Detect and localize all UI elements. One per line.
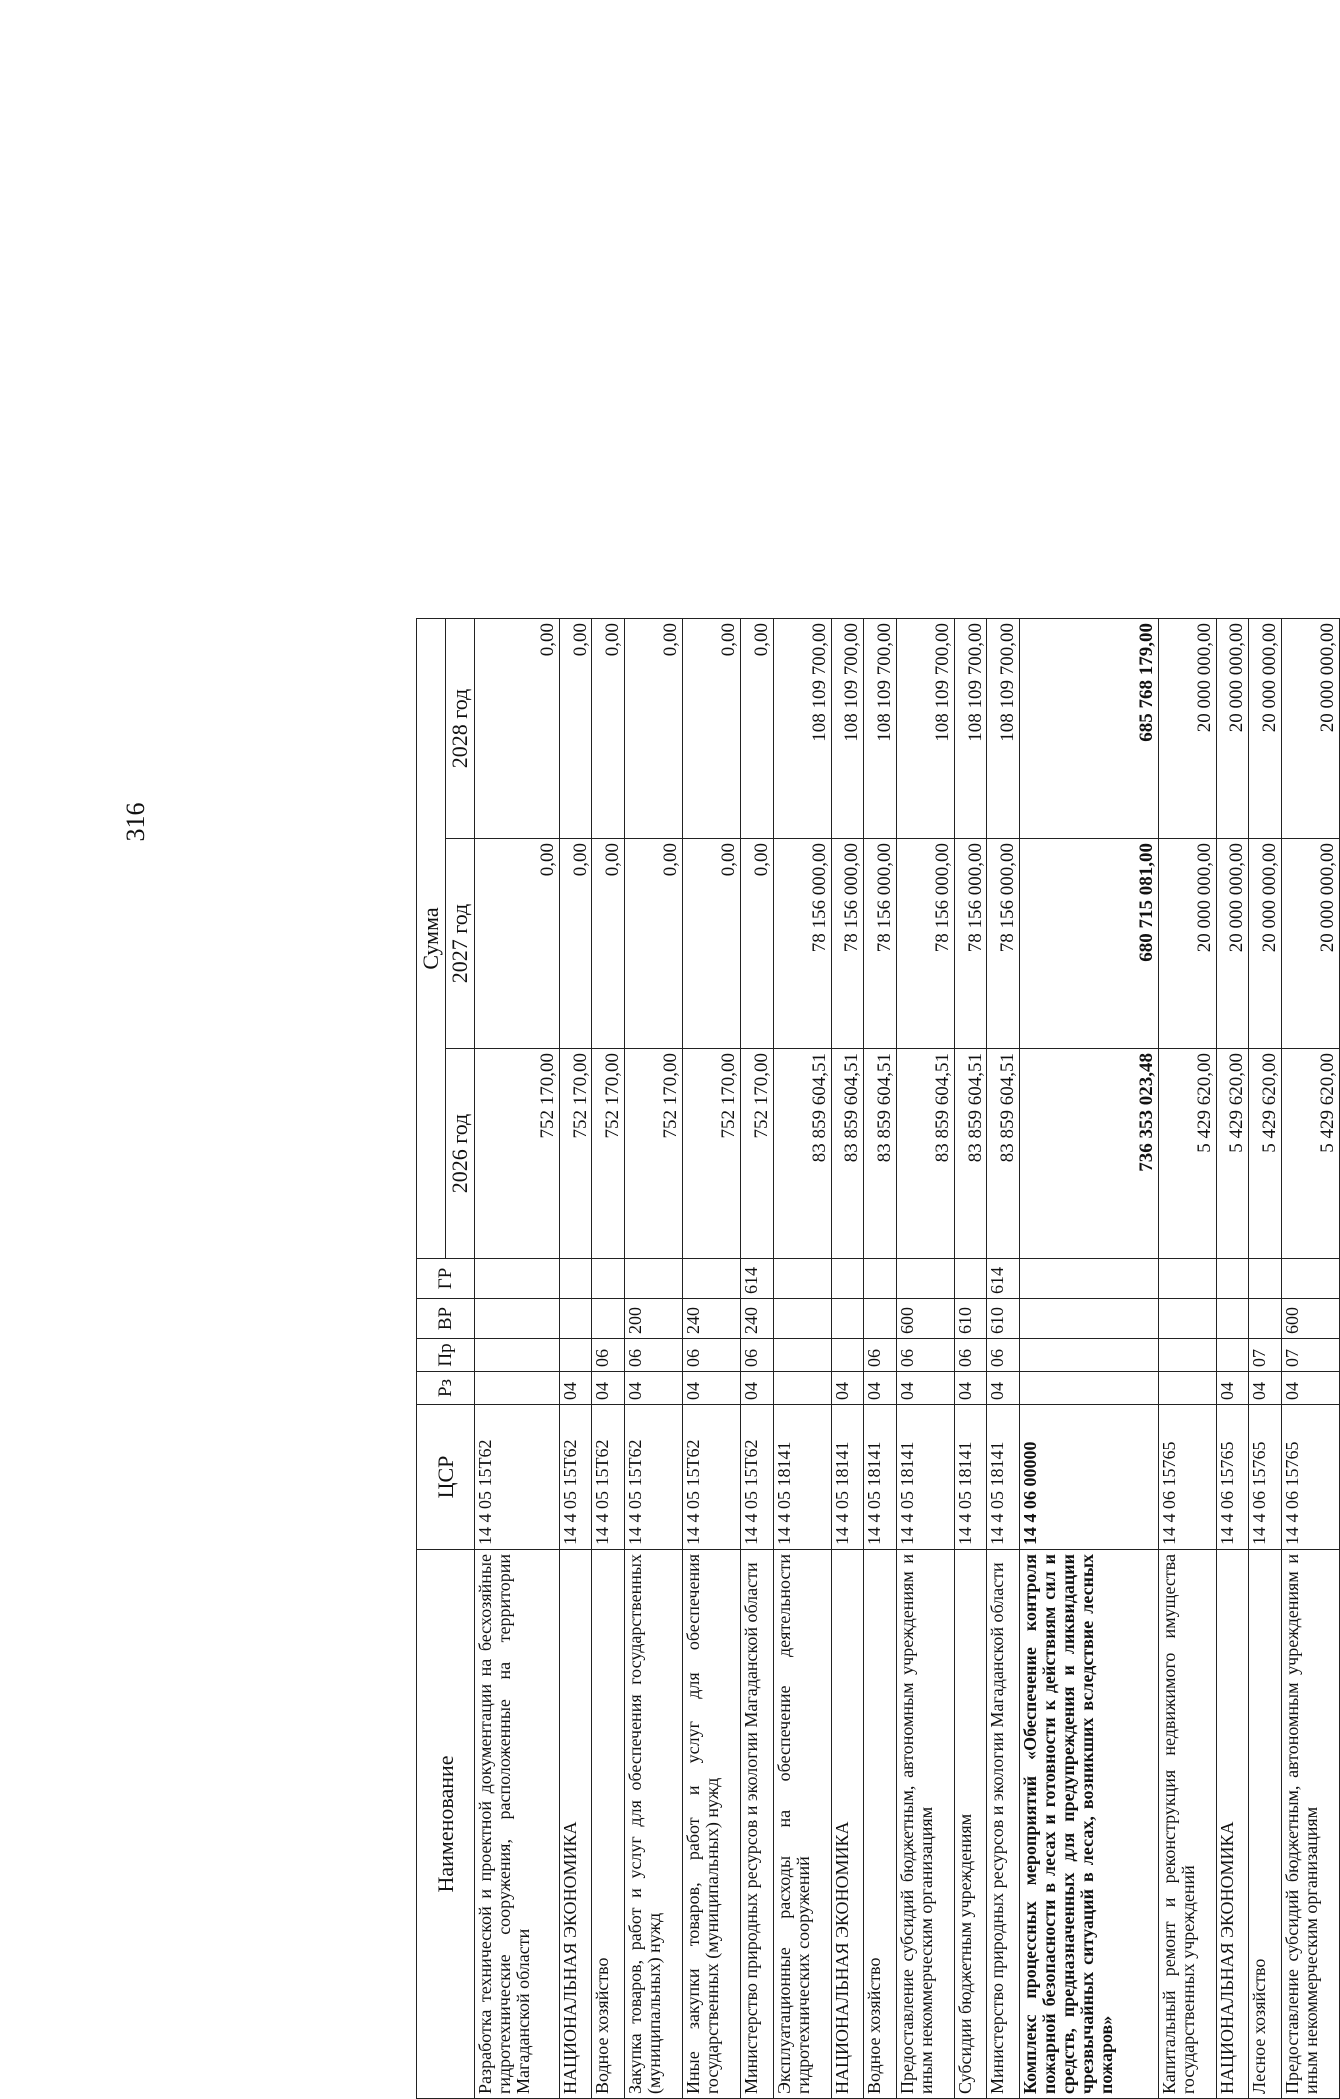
cell-gr bbox=[1158, 1259, 1216, 1299]
table-header-row bbox=[417, 619, 446, 2099]
cell-amount-2027: 78 156 000,00 bbox=[773, 839, 831, 1049]
table-row bbox=[1281, 619, 1339, 2099]
cell-vr bbox=[1158, 1299, 1216, 1339]
cell-name: Водное хозяйство bbox=[592, 1550, 625, 2099]
cell-gr bbox=[1249, 1259, 1282, 1299]
cell-amount-2028: 108 109 700,00 bbox=[987, 619, 1020, 839]
table-row bbox=[1158, 619, 1216, 2099]
cell-csr: 14 4 06 00000 bbox=[1020, 1405, 1159, 1550]
cell-amount-2026: 752 170,00 bbox=[625, 1049, 683, 1259]
cell-vr: 240 bbox=[741, 1299, 774, 1339]
cell-amount-2026: 5 429 620,00 bbox=[1281, 1049, 1339, 1259]
cell-pr: 07 bbox=[1249, 1339, 1282, 1372]
cell-csr: 14 4 05 15Т62 bbox=[625, 1405, 683, 1550]
cell-pr bbox=[1216, 1339, 1249, 1372]
cell-pr: 06 bbox=[741, 1339, 774, 1372]
cell-vr: 200 bbox=[625, 1299, 683, 1339]
header-2027: 2027 год bbox=[446, 839, 475, 1049]
cell-amount-2028: 108 109 700,00 bbox=[864, 619, 897, 839]
budget-table-container bbox=[416, 619, 1340, 2099]
cell-amount-2026: 752 170,00 bbox=[592, 1049, 625, 1259]
cell-csr: 14 4 06 15765 bbox=[1281, 1405, 1339, 1550]
cell-amount-2026: 83 859 604,51 bbox=[954, 1049, 987, 1259]
cell-gr bbox=[683, 1259, 741, 1299]
cell-name: Министерство природных ресурсов и экологии Магаданской области bbox=[987, 1550, 1020, 2099]
cell-name: Предоставление субсидий бюджетным, автономным учреждениям и иным некоммерческим организациям bbox=[1281, 1550, 1339, 2099]
header-gr: ГР bbox=[417, 1259, 475, 1299]
cell-rz bbox=[773, 1372, 831, 1405]
cell-amount-2028: 0,00 bbox=[592, 619, 625, 839]
cell-amount-2026: 5 429 620,00 bbox=[1158, 1049, 1216, 1259]
table-row bbox=[864, 619, 897, 2099]
cell-pr: 06 bbox=[954, 1339, 987, 1372]
header-pr: Пр bbox=[417, 1339, 475, 1372]
cell-amount-2026: 752 170,00 bbox=[683, 1049, 741, 1259]
table-row bbox=[954, 619, 987, 2099]
cell-amount-2026: 752 170,00 bbox=[475, 1049, 560, 1259]
table-body bbox=[475, 619, 1340, 2099]
cell-csr: 14 4 05 18141 bbox=[954, 1405, 987, 1550]
cell-amount-2026: 736 353 023,48 bbox=[1020, 1049, 1159, 1259]
cell-amount-2027: 20 000 000,00 bbox=[1249, 839, 1282, 1049]
cell-name: НАЦИОНАЛЬНАЯ ЭКОНОМИКА bbox=[831, 1550, 864, 2099]
cell-csr: 14 4 05 15Т62 bbox=[741, 1405, 774, 1550]
cell-gr bbox=[954, 1259, 987, 1299]
cell-vr bbox=[592, 1299, 625, 1339]
cell-rz: 04 bbox=[1249, 1372, 1282, 1405]
cell-pr bbox=[475, 1339, 560, 1372]
cell-rz: 04 bbox=[864, 1372, 897, 1405]
cell-pr bbox=[1020, 1339, 1159, 1372]
header-sum: Сумма bbox=[417, 619, 446, 1259]
cell-rz: 04 bbox=[741, 1372, 774, 1405]
cell-amount-2027: 20 000 000,00 bbox=[1216, 839, 1249, 1049]
cell-amount-2027: 78 156 000,00 bbox=[987, 839, 1020, 1049]
cell-gr bbox=[475, 1259, 560, 1299]
cell-pr: 06 bbox=[683, 1339, 741, 1372]
cell-pr bbox=[559, 1339, 592, 1372]
cell-name: Предоставление субсидий бюджетным, автономным учреждениям и иным некоммерческим организациям bbox=[896, 1550, 954, 2099]
cell-vr: 610 bbox=[954, 1299, 987, 1339]
cell-gr bbox=[1020, 1259, 1159, 1299]
cell-name: Субсидии бюджетным учреждениям bbox=[954, 1550, 987, 2099]
cell-vr bbox=[1020, 1299, 1159, 1339]
cell-rz bbox=[1020, 1372, 1159, 1405]
cell-gr bbox=[831, 1259, 864, 1299]
cell-amount-2028: 0,00 bbox=[625, 619, 683, 839]
cell-gr: 614 bbox=[741, 1259, 774, 1299]
cell-amount-2027: 0,00 bbox=[625, 839, 683, 1049]
cell-amount-2026: 752 170,00 bbox=[741, 1049, 774, 1259]
table-row bbox=[1249, 619, 1282, 2099]
cell-rz: 04 bbox=[954, 1372, 987, 1405]
table-row bbox=[773, 619, 831, 2099]
cell-amount-2028: 20 000 000,00 bbox=[1281, 619, 1339, 839]
cell-gr bbox=[864, 1259, 897, 1299]
cell-vr: 240 bbox=[683, 1299, 741, 1339]
cell-csr: 14 4 05 15Т62 bbox=[475, 1405, 560, 1550]
cell-gr bbox=[625, 1259, 683, 1299]
cell-vr bbox=[773, 1299, 831, 1339]
cell-amount-2027: 20 000 000,00 bbox=[1281, 839, 1339, 1049]
cell-gr bbox=[559, 1259, 592, 1299]
table-row bbox=[683, 619, 741, 2099]
cell-amount-2026: 83 859 604,51 bbox=[987, 1049, 1020, 1259]
cell-csr: 14 4 05 18141 bbox=[864, 1405, 897, 1550]
cell-vr bbox=[864, 1299, 897, 1339]
cell-amount-2026: 5 429 620,00 bbox=[1249, 1049, 1282, 1259]
cell-vr: 600 bbox=[1281, 1299, 1339, 1339]
cell-rz bbox=[475, 1372, 560, 1405]
cell-rz: 04 bbox=[592, 1372, 625, 1405]
cell-amount-2028: 685 768 179,00 bbox=[1020, 619, 1159, 839]
header-csr: ЦСР bbox=[417, 1405, 475, 1550]
cell-rz: 04 bbox=[683, 1372, 741, 1405]
cell-csr: 14 4 05 18141 bbox=[831, 1405, 864, 1550]
cell-gr bbox=[1216, 1259, 1249, 1299]
cell-csr: 14 4 05 15Т62 bbox=[683, 1405, 741, 1550]
cell-amount-2028: 0,00 bbox=[559, 619, 592, 839]
cell-name: Капитальный ремонт и реконструкция недвижимого имущества государственных учреждений bbox=[1158, 1550, 1216, 2099]
cell-amount-2028: 108 109 700,00 bbox=[896, 619, 954, 839]
cell-amount-2028: 20 000 000,00 bbox=[1158, 619, 1216, 839]
cell-amount-2027: 0,00 bbox=[741, 839, 774, 1049]
cell-name: Водное хозяйство bbox=[864, 1550, 897, 2099]
cell-amount-2027: 78 156 000,00 bbox=[864, 839, 897, 1049]
cell-amount-2028: 0,00 bbox=[475, 619, 560, 839]
cell-name: Иные закупки товаров, работ и услуг для обеспечения государственных (муниципальных) нужд bbox=[683, 1550, 741, 2099]
cell-rz: 04 bbox=[987, 1372, 1020, 1405]
cell-amount-2028: 20 000 000,00 bbox=[1216, 619, 1249, 839]
cell-gr: 614 bbox=[987, 1259, 1020, 1299]
cell-name: Лесное хозяйство bbox=[1249, 1550, 1282, 2099]
cell-gr bbox=[773, 1259, 831, 1299]
cell-amount-2028: 0,00 bbox=[683, 619, 741, 839]
header-2026: 2026 год bbox=[446, 1049, 475, 1259]
cell-pr: 06 bbox=[864, 1339, 897, 1372]
table-row bbox=[831, 619, 864, 2099]
header-name: Наименование bbox=[417, 1550, 475, 2099]
cell-amount-2028: 108 109 700,00 bbox=[954, 619, 987, 839]
cell-amount-2026: 83 859 604,51 bbox=[864, 1049, 897, 1259]
cell-name: НАЦИОНАЛЬНАЯ ЭКОНОМИКА bbox=[559, 1550, 592, 2099]
cell-rz: 04 bbox=[625, 1372, 683, 1405]
cell-amount-2026: 752 170,00 bbox=[559, 1049, 592, 1259]
cell-amount-2027: 0,00 bbox=[683, 839, 741, 1049]
cell-name: НАЦИОНАЛЬНАЯ ЭКОНОМИКА bbox=[1216, 1550, 1249, 2099]
cell-pr: 06 bbox=[896, 1339, 954, 1372]
cell-amount-2027: 680 715 081,00 bbox=[1020, 839, 1159, 1049]
cell-amount-2027: 20 000 000,00 bbox=[1158, 839, 1216, 1049]
cell-csr: 14 4 05 15Т62 bbox=[592, 1405, 625, 1550]
cell-name: Министерство природных ресурсов и экологии Магаданской области bbox=[741, 1550, 774, 2099]
header-rz: Рз bbox=[417, 1372, 475, 1405]
cell-rz: 04 bbox=[1216, 1372, 1249, 1405]
table-row bbox=[1216, 619, 1249, 2099]
cell-pr: 06 bbox=[987, 1339, 1020, 1372]
cell-csr: 14 4 05 18141 bbox=[773, 1405, 831, 1550]
page-number: 316 bbox=[121, 802, 150, 842]
cell-amount-2026: 83 859 604,51 bbox=[773, 1049, 831, 1259]
cell-csr: 14 4 06 15765 bbox=[1249, 1405, 1282, 1550]
table-row bbox=[896, 619, 954, 2099]
cell-rz: 04 bbox=[559, 1372, 592, 1405]
cell-pr bbox=[1158, 1339, 1216, 1372]
cell-gr bbox=[592, 1259, 625, 1299]
cell-amount-2028: 108 109 700,00 bbox=[773, 619, 831, 839]
cell-vr bbox=[1216, 1299, 1249, 1339]
cell-csr: 14 4 06 15765 bbox=[1158, 1405, 1216, 1550]
budget-table bbox=[416, 618, 1340, 2099]
cell-vr bbox=[475, 1299, 560, 1339]
cell-name: Эксплуатационные расходы на обеспечение деятельности гидротехнических сооружений bbox=[773, 1550, 831, 2099]
cell-amount-2027: 0,00 bbox=[475, 839, 560, 1049]
cell-vr bbox=[831, 1299, 864, 1339]
cell-csr: 14 4 05 18141 bbox=[987, 1405, 1020, 1550]
cell-name: Комплекс процессных мероприятий «Обеспечение контроля пожарной безопасности в лесах и готовности к действиям сил и средств, предназначенных для предупреждения и ликвидации чрезвычайных ситуаций в лесах, возникших вследствие лесных пожаров» bbox=[1020, 1550, 1159, 2099]
cell-gr bbox=[896, 1259, 954, 1299]
cell-amount-2028: 108 109 700,00 bbox=[831, 619, 864, 839]
cell-amount-2028: 20 000 000,00 bbox=[1249, 619, 1282, 839]
cell-csr: 14 4 05 15Т62 bbox=[559, 1405, 592, 1550]
cell-csr: 14 4 06 15765 bbox=[1216, 1405, 1249, 1550]
cell-rz bbox=[1158, 1372, 1216, 1405]
cell-pr bbox=[773, 1339, 831, 1372]
table-row bbox=[1020, 619, 1159, 2099]
cell-amount-2026: 83 859 604,51 bbox=[896, 1049, 954, 1259]
cell-name: Разработка технической и проектной документации на бесхозяйные гидротехнические сооружения, расположенные на территории Магаданской области bbox=[475, 1550, 560, 2099]
cell-vr: 600 bbox=[896, 1299, 954, 1339]
cell-rz: 04 bbox=[896, 1372, 954, 1405]
cell-amount-2027: 78 156 000,00 bbox=[831, 839, 864, 1049]
cell-gr bbox=[1281, 1259, 1339, 1299]
cell-vr bbox=[1249, 1299, 1282, 1339]
cell-amount-2026: 5 429 620,00 bbox=[1216, 1049, 1249, 1259]
cell-amount-2027: 0,00 bbox=[559, 839, 592, 1049]
cell-amount-2026: 83 859 604,51 bbox=[831, 1049, 864, 1259]
cell-pr: 07 bbox=[1281, 1339, 1339, 1372]
cell-rz: 04 bbox=[1281, 1372, 1339, 1405]
table-row bbox=[741, 619, 774, 2099]
cell-csr: 14 4 05 18141 bbox=[896, 1405, 954, 1550]
cell-rz: 04 bbox=[831, 1372, 864, 1405]
table-row bbox=[987, 619, 1020, 2099]
table-row bbox=[625, 619, 683, 2099]
cell-amount-2027: 78 156 000,00 bbox=[954, 839, 987, 1049]
cell-pr: 06 bbox=[592, 1339, 625, 1372]
table-row bbox=[592, 619, 625, 2099]
cell-vr bbox=[559, 1299, 592, 1339]
header-vr: ВР bbox=[417, 1299, 475, 1339]
cell-amount-2027: 0,00 bbox=[592, 839, 625, 1049]
table-row bbox=[475, 619, 560, 2099]
cell-name: Закупка товаров, работ и услуг для обеспечения государственных (муниципальных) нужд bbox=[625, 1550, 683, 2099]
cell-amount-2027: 78 156 000,00 bbox=[896, 839, 954, 1049]
cell-pr: 06 bbox=[625, 1339, 683, 1372]
cell-amount-2028: 0,00 bbox=[741, 619, 774, 839]
header-2028: 2028 год bbox=[446, 619, 475, 839]
cell-vr: 610 bbox=[987, 1299, 1020, 1339]
cell-pr bbox=[831, 1339, 864, 1372]
table-row bbox=[559, 619, 592, 2099]
